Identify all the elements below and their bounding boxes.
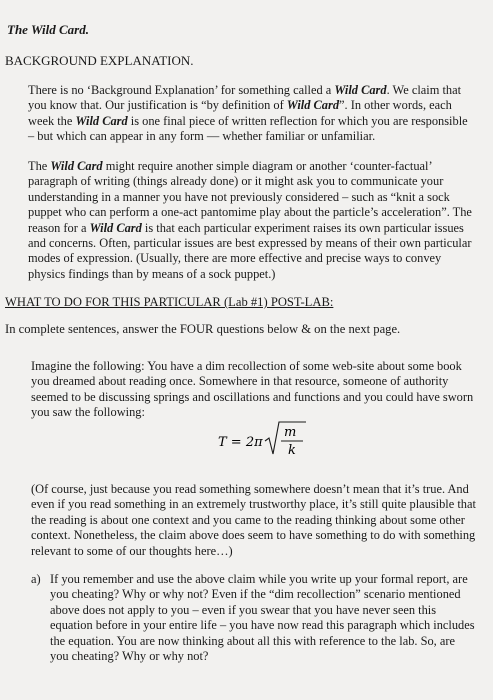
period-formula (218, 416, 308, 466)
wild-card-term: Wild Card (50, 159, 103, 173)
formula-denominator: k (288, 443, 296, 458)
wild-card-term: Wild Card (286, 98, 340, 113)
instruction-text: In complete sentences, answer the FOUR questions below & on the next page. (5, 322, 401, 336)
wild-card-term: Wild Card (75, 113, 128, 128)
background-heading: BACKGROUND EXPLANATION. (5, 53, 194, 68)
caveat-paragraph: (Of course, just because you read something somewhere doesn’t mean that it’s true. And even if you read something in an extremely trustworthy place, it’s still quite plausible that the reading is about one context and you came to the reading thinking about some other context. Nonetheless, the claim above does seem to have something to do with something relevant to some of our thoughts here…) (31, 482, 476, 558)
question-a-label: a) (31, 572, 41, 586)
formula-numerator: m (284, 425, 297, 440)
formula-graphic (218, 416, 308, 466)
formula-lhs: T = 2π (218, 435, 263, 450)
what-to-do-heading: WHAT TO DO FOR THIS PARTICULAR (Lab #1) POST-LAB: (5, 295, 334, 309)
question-a-text: If you remember and use the above claim while you write up your formal report, are you cheating? Why or why not? Even if the “dim recollection” scenario mentioned above does not apply to you – even if you swear that you have never seen this equation before in your entire life – you have now read this paragraph which includes the equation. You are now thinking about all this with reference to the lab. So, are you cheating? Why or why not? (50, 572, 475, 664)
document-title: The Wild Card. (7, 22, 89, 37)
wild-card-term: Wild Card (334, 83, 387, 97)
background-paragraph-2: The Wild Card might require another simple diagram or another ‘counter-factual’ paragraph of writing (things already done) or it might ask you to communicate your understanding in a manner you have not previously considered – such as “knit a sock puppet who can perform a one-act pantomime play about the particle’s acceleration”. The reason for a Wild Card is that each particular experiment raises its own particular issues and concerns. Often, particular issues are best expressed by means of their own particular modes of expression. (Usually, there are more effective and precise ways to convey physics findings than by means of a sock puppet.) (28, 159, 472, 281)
background-paragraph-1: There is no ‘Background Explanation’ for something called a Wild Card. We claim that you know that. Our justification is “by definition of Wild Card”. In other words, each week the Wild Card is one final piece of written reflection for which you are responsible – but which can appear in any form — whether familiar or unfamiliar. (28, 83, 468, 144)
scenario-paragraph: Imagine the following: You have a dim recollection of some web-site about some book you dreamed about reading once. Somewhere in that resource, someone of authority seemed to be discussing springs and oscillations and functions and you could have sworn you saw the following: (31, 359, 474, 420)
wild-card-term: Wild Card (89, 220, 142, 235)
